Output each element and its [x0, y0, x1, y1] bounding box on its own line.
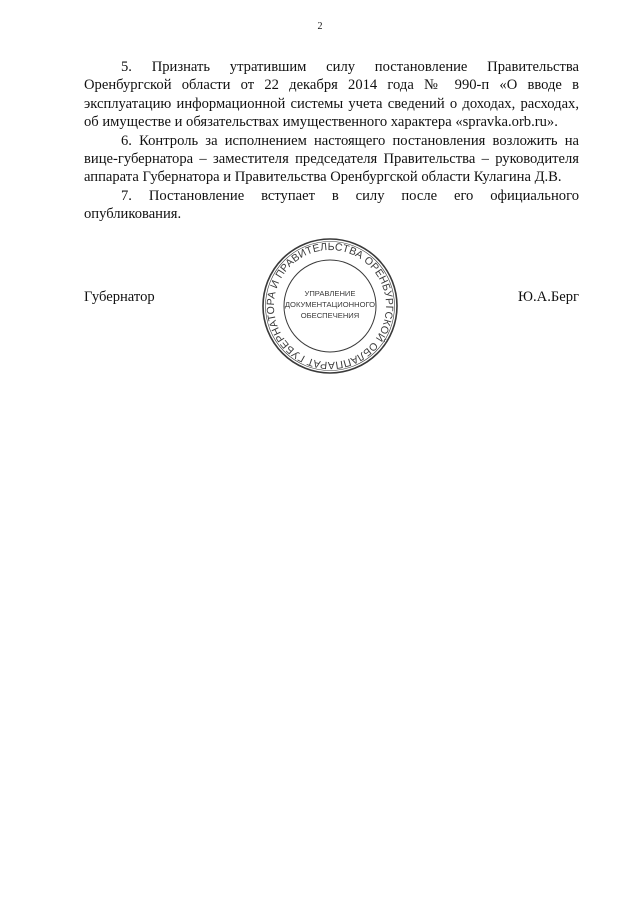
paragraph-6: 6. Контроль за исполнением настоящего постановления возложить на вице-губернатора – заместителя председателя Правительства – руководителя аппарата Губернатора и Правительства Оренбургской области Кулагина Д.В. — [84, 132, 579, 186]
seal-center-line-1: УПРАВЛЕНИЕ — [304, 289, 356, 298]
paragraph-5: 5. Признать утратившим силу постановление Правительства Оренбургской области от 22 декабря 2014 года № 990-п «О вводе в эксплуатацию информационной системы учета сведений о доходах, расходах, об имуществе и обязательствах имущественного характера «spravka.orb.ru». — [84, 59, 579, 131]
seal-center-line-2: ДОКУМЕНТАЦИОННОГО — [284, 300, 376, 309]
signatory-title: Губернатор — [84, 289, 155, 305]
seal-ring-text: АППАРАТ ГУБЕРНАТОРА И ПРАВИТЕЛЬСТВА ОРЕНБУРГСКОЙ ОБЛАСТИ — [264, 240, 396, 372]
signatory-name: Ю.А.Берг — [518, 289, 579, 305]
seal-center-line-3: ОБЕСПЕЧЕНИЯ — [300, 311, 360, 320]
seal-graphic — [260, 236, 400, 376]
paragraph-7: 7. Постановление вступает в силу после его официального опубликования. — [84, 187, 579, 223]
page-number: 2 — [317, 21, 323, 32]
official-seal-stamp — [260, 236, 400, 376]
document-body — [84, 58, 579, 224]
